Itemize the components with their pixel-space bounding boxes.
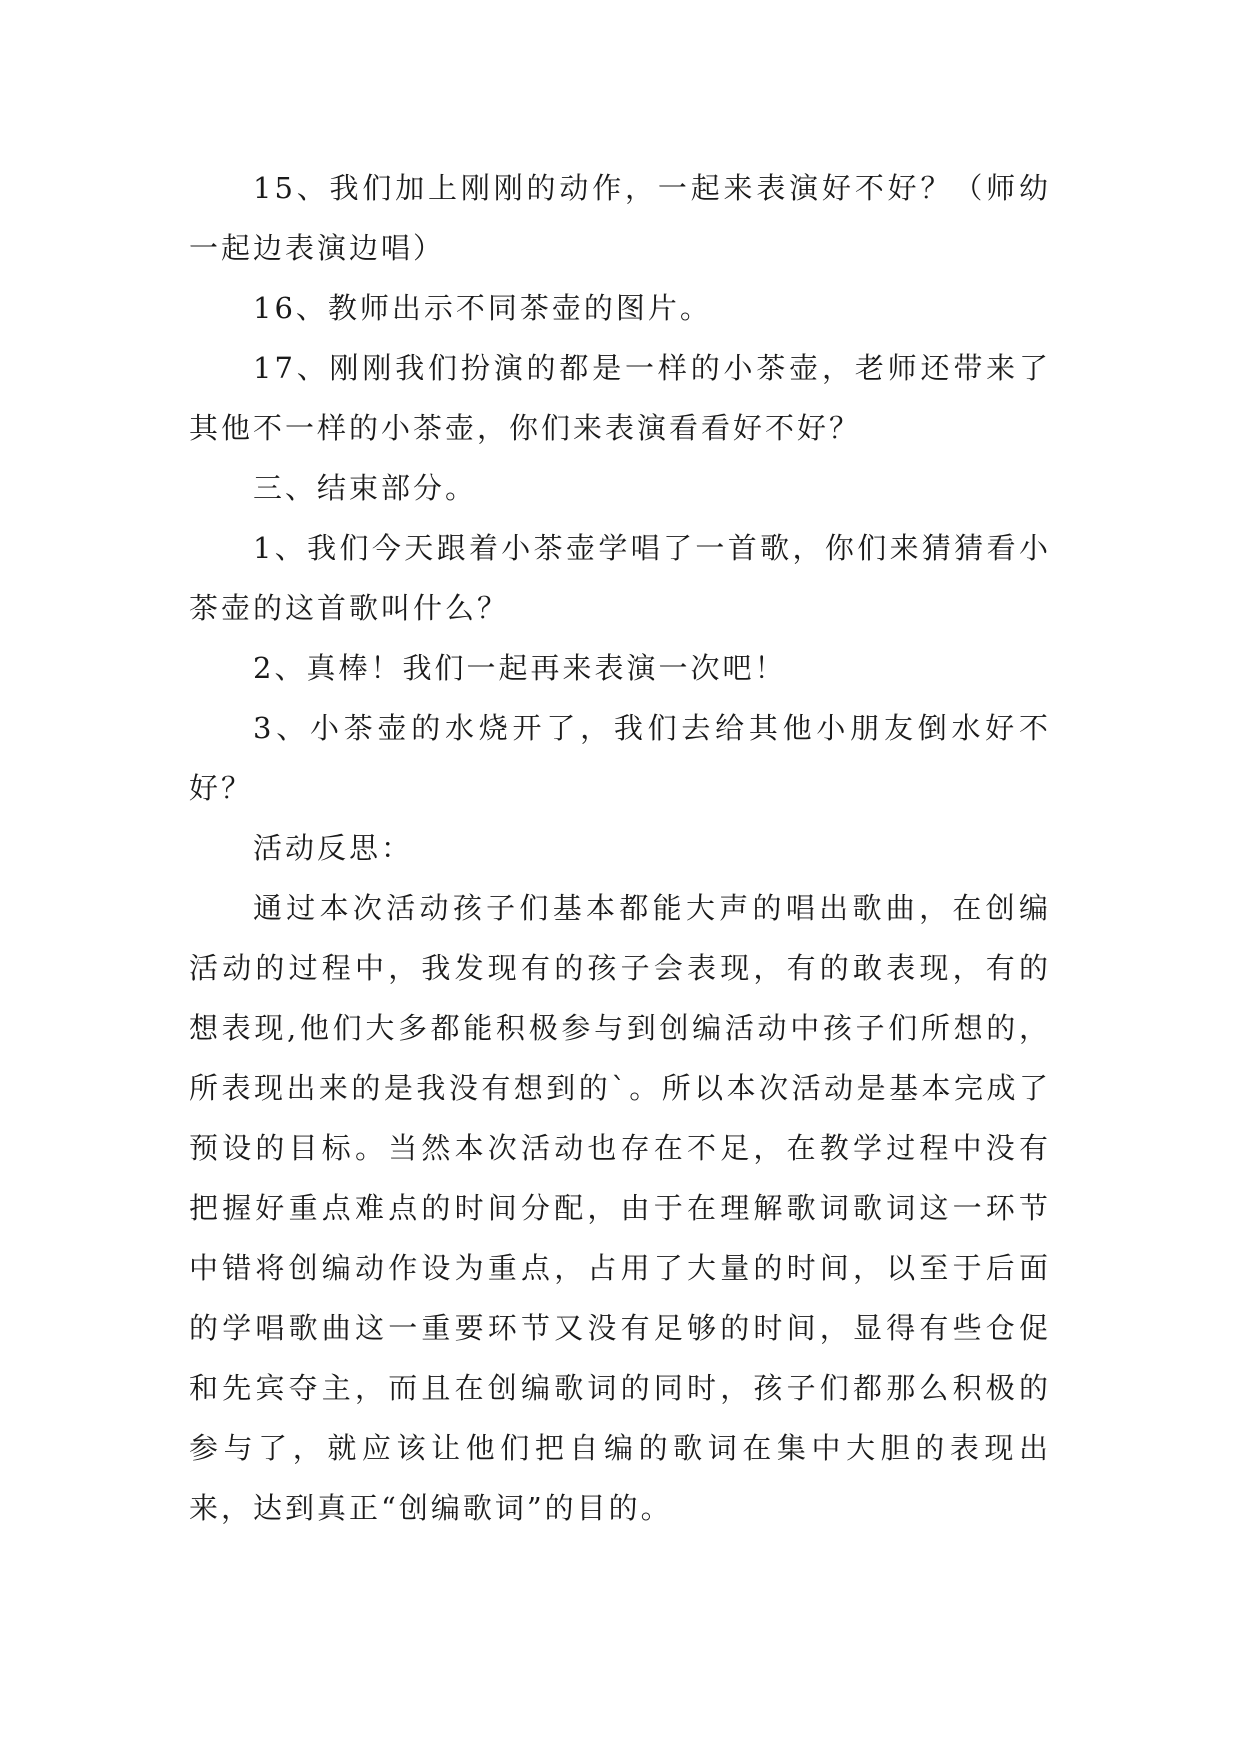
document-body [189,158,1051,1538]
paragraph-step-17: 17、刚刚我们扮演的都是一样的小茶壶，老师还带来了其他不一样的小茶壶，你们来表演看看好不好？ [189,351,1051,445]
paragraph-ending-1: 1、我们今天跟着小茶壶学唱了一首歌，你们来猜猜看小茶壶的这首歌叫什么？ [189,531,1051,625]
paragraph-step-16: 16、教师出示不同茶壶的图片。 [253,291,712,325]
section-heading-ending: 三、结束部分。 [253,471,478,505]
reflection-body: 通过本次活动孩子们基本都能大声的唱出歌曲，在创编活动的过程中，我发现有的孩子会表现，有的敢表现，有的想表现,他们大多都能积极参与到创编活动中孩子们所想的，所表现出来的是我没有想到的`。所以本次活动是基本完成了预设的目标。当然本次活动也存在不足，在教学过程中没有把握好重点难点的时间分配，由于在理解歌词歌词这一环节中错将创编动作设为重点，占用了大量的时间，以至于后面的学唱歌曲这一重要环节又没有足够的时间，显得有些仓促和先宾夺主，而且在创编歌词的同时，孩子们都那么积极的参与了，就应该让他们把自编的歌词在集中大胆的表现出来，达到真正“创编歌词”的目的。 [189,891,1051,1525]
paragraph-ending-2: 2、真棒！我们一起再来表演一次吧！ [253,651,787,685]
paragraph-ending-3: 3、小茶壶的水烧开了，我们去给其他小朋友倒水好不好？ [189,711,1051,805]
reflection-heading: 活动反思： [253,831,414,865]
paragraph-step-15: 15、我们加上刚刚的动作，一起来表演好不好？（师幼一起边表演边唱） [189,171,1051,265]
